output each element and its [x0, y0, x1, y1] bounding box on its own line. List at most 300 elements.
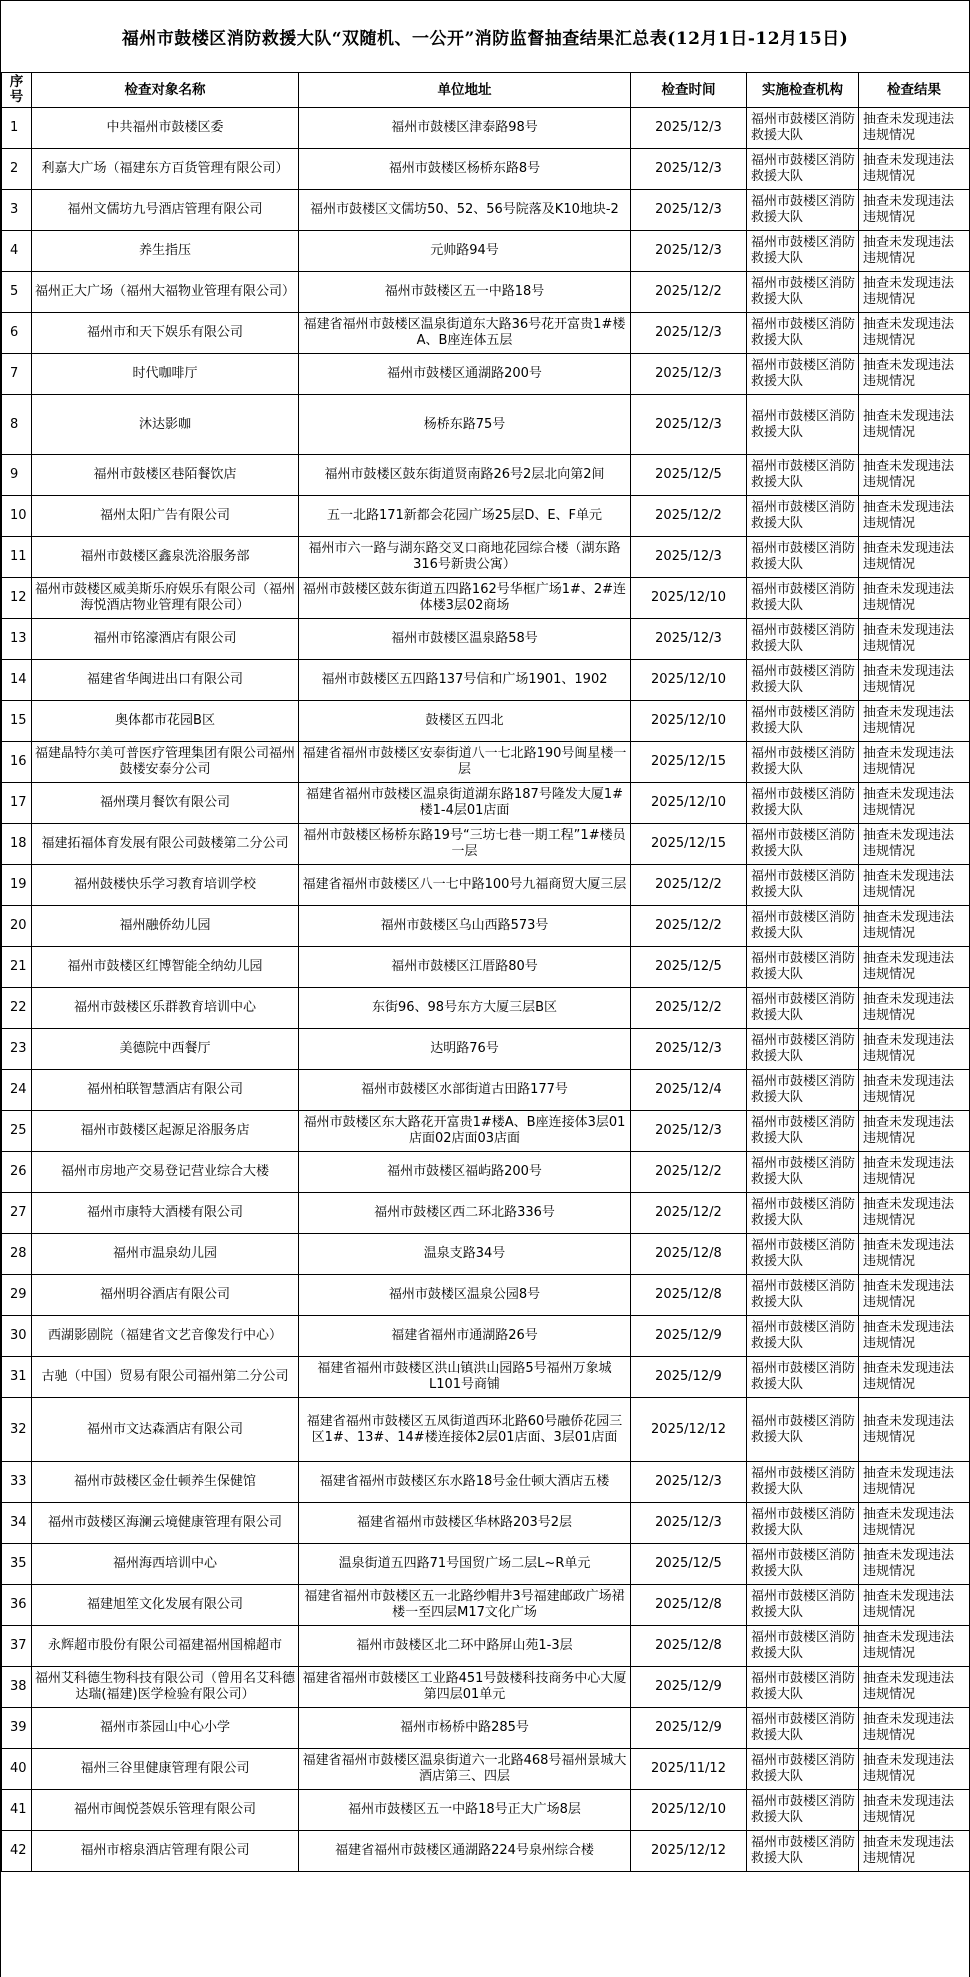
table-row	[2, 395, 970, 455]
table-row	[2, 313, 970, 354]
cell-name: 福州正大广场（福州大福物业管理有限公司）	[32, 272, 299, 313]
cell-no: 20	[2, 906, 32, 947]
cell-name: 福州文儒坊九号酒店管理有限公司	[32, 190, 299, 231]
cell-address: 福州市鼓楼区东大路花开富贵1#楼A、B座连接体3层01店面02店面03店面	[299, 1111, 631, 1152]
cell-org: 福州市鼓楼区消防救援大队	[747, 149, 859, 190]
cell-name: 时代咖啡厅	[32, 354, 299, 395]
cell-address: 福建省福州市鼓楼区东水路18号金仕顿大酒店五楼	[299, 1462, 631, 1503]
cell-address: 杨桥东路75号	[299, 395, 631, 455]
cell-address: 温泉街道五四路71号国贸广场二层L~R单元	[299, 1544, 631, 1585]
cell-name: 利嘉大广场（福建东方百货管理有限公司）	[32, 149, 299, 190]
cell-time: 2025/12/15	[631, 742, 747, 783]
cell-org: 福州市鼓楼区消防救援大队	[747, 354, 859, 395]
cell-no: 12	[2, 578, 32, 619]
table-row	[2, 1152, 970, 1193]
cell-time: 2025/12/9	[631, 1316, 747, 1357]
cell-time: 2025/12/8	[631, 1234, 747, 1275]
cell-no: 7	[2, 354, 32, 395]
table-row	[2, 1316, 970, 1357]
cell-name: 福建拓福体育发展有限公司鼓楼第二分公司	[32, 824, 299, 865]
cell-result: 抽查未发现违法违规情况	[859, 1111, 970, 1152]
cell-address: 福州市鼓楼区杨桥东路19号“三坊七巷一期工程”1#楼员一层	[299, 824, 631, 865]
table-row	[2, 231, 970, 272]
cell-time: 2025/12/12	[631, 1831, 747, 1872]
cell-time: 2025/12/3	[631, 231, 747, 272]
cell-org: 福州市鼓楼区消防救援大队	[747, 1462, 859, 1503]
cell-time: 2025/12/5	[631, 455, 747, 496]
cell-result: 抽查未发现违法违规情况	[859, 272, 970, 313]
cell-address: 福州市杨桥中路285号	[299, 1708, 631, 1749]
cell-org: 福州市鼓楼区消防救援大队	[747, 1152, 859, 1193]
table-row	[2, 783, 970, 824]
cell-result: 抽查未发现违法违规情况	[859, 906, 970, 947]
cell-time: 2025/12/3	[631, 149, 747, 190]
cell-org: 福州市鼓楼区消防救援大队	[747, 1831, 859, 1872]
cell-address: 福建省福州市鼓楼区工业路451号鼓楼科技商务中心大厦第四层01单元	[299, 1667, 631, 1708]
cell-org: 福州市鼓楼区消防救援大队	[747, 1544, 859, 1585]
cell-address: 福建省福州市鼓楼区五凤街道西环北路60号融侨花园三区1#、13#、14#楼连接体2层01店面、3层01店面	[299, 1398, 631, 1462]
cell-time: 2025/11/12	[631, 1749, 747, 1790]
cell-no: 2	[2, 149, 32, 190]
cell-org: 福州市鼓楼区消防救援大队	[747, 537, 859, 578]
cell-name: 福建晶特尔美可普医疗管理集团有限公司福州鼓楼安泰分公司	[32, 742, 299, 783]
cell-address: 福州市鼓楼区温泉路58号	[299, 619, 631, 660]
cell-result: 抽查未发现违法违规情况	[859, 619, 970, 660]
cell-address: 福州市鼓楼区水部街道古田路177号	[299, 1070, 631, 1111]
cell-result: 抽查未发现违法违规情况	[859, 1234, 970, 1275]
cell-no: 3	[2, 190, 32, 231]
table-row	[2, 354, 970, 395]
cell-name: 奥体都市花园B区	[32, 701, 299, 742]
cell-time: 2025/12/2	[631, 906, 747, 947]
cell-name: 福建旭笙文化发展有限公司	[32, 1585, 299, 1626]
table-row	[2, 988, 970, 1029]
cell-time: 2025/12/3	[631, 537, 747, 578]
cell-time: 2025/12/3	[631, 1462, 747, 1503]
cell-result: 抽查未发现违法违规情况	[859, 783, 970, 824]
cell-org: 福州市鼓楼区消防救援大队	[747, 496, 859, 537]
table-row	[2, 906, 970, 947]
table-header-row	[2, 73, 970, 108]
table-row	[2, 496, 970, 537]
cell-no: 24	[2, 1070, 32, 1111]
cell-time: 2025/12/12	[631, 1398, 747, 1462]
cell-result: 抽查未发现违法违规情况	[859, 988, 970, 1029]
cell-time: 2025/12/2	[631, 1193, 747, 1234]
cell-org: 福州市鼓楼区消防救援大队	[747, 190, 859, 231]
cell-address: 福州市鼓楼区五一中路18号正大广场8层	[299, 1790, 631, 1831]
table-row	[2, 1193, 970, 1234]
cell-no: 38	[2, 1667, 32, 1708]
cell-no: 16	[2, 742, 32, 783]
cell-no: 18	[2, 824, 32, 865]
cell-no: 37	[2, 1626, 32, 1667]
cell-time: 2025/12/9	[631, 1357, 747, 1398]
cell-result: 抽查未发现违法违规情况	[859, 1152, 970, 1193]
cell-org: 福州市鼓楼区消防救援大队	[747, 272, 859, 313]
cell-result: 抽查未发现违法违规情况	[859, 865, 970, 906]
cell-no: 26	[2, 1152, 32, 1193]
cell-no: 40	[2, 1749, 32, 1790]
cell-result: 抽查未发现违法违规情况	[859, 231, 970, 272]
cell-no: 34	[2, 1503, 32, 1544]
cell-org: 福州市鼓楼区消防救援大队	[747, 1398, 859, 1462]
cell-address: 元帅路94号	[299, 231, 631, 272]
cell-time: 2025/12/3	[631, 108, 747, 149]
cell-name: 中共福州市鼓楼区委	[32, 108, 299, 149]
cell-time: 2025/12/2	[631, 1152, 747, 1193]
cell-address: 五一北路171新都会花园广场25层D、E、F单元	[299, 496, 631, 537]
cell-org: 福州市鼓楼区消防救援大队	[747, 1667, 859, 1708]
cell-result: 抽查未发现违法违规情况	[859, 1398, 970, 1462]
cell-org: 福州市鼓楼区消防救援大队	[747, 660, 859, 701]
cell-no: 14	[2, 660, 32, 701]
cell-result: 抽查未发现违法违规情况	[859, 1544, 970, 1585]
cell-result: 抽查未发现违法违规情况	[859, 354, 970, 395]
cell-result: 抽查未发现违法违规情况	[859, 1193, 970, 1234]
cell-name: 福州市温泉幼儿园	[32, 1234, 299, 1275]
cell-org: 福州市鼓楼区消防救援大队	[747, 1193, 859, 1234]
cell-time: 2025/12/15	[631, 824, 747, 865]
cell-name: 福建省华闽进出口有限公司	[32, 660, 299, 701]
table-row	[2, 701, 970, 742]
header-result: 检查结果	[859, 73, 970, 108]
cell-no: 15	[2, 701, 32, 742]
cell-org: 福州市鼓楼区消防救援大队	[747, 1111, 859, 1152]
cell-time: 2025/12/3	[631, 313, 747, 354]
cell-time: 2025/12/3	[631, 1111, 747, 1152]
cell-time: 2025/12/8	[631, 1585, 747, 1626]
cell-result: 抽查未发现违法违规情况	[859, 742, 970, 783]
cell-org: 福州市鼓楼区消防救援大队	[747, 824, 859, 865]
cell-org: 福州市鼓楼区消防救援大队	[747, 395, 859, 455]
cell-name: 福州融侨幼儿园	[32, 906, 299, 947]
cell-no: 41	[2, 1790, 32, 1831]
cell-time: 2025/12/3	[631, 354, 747, 395]
cell-no: 19	[2, 865, 32, 906]
cell-result: 抽查未发现违法违规情况	[859, 1708, 970, 1749]
table-row	[2, 537, 970, 578]
cell-name: 福州市茶园山中心小学	[32, 1708, 299, 1749]
table-row	[2, 108, 970, 149]
cell-org: 福州市鼓楼区消防救援大队	[747, 1585, 859, 1626]
cell-org: 福州市鼓楼区消防救援大队	[747, 1070, 859, 1111]
cell-address: 福建省福州市鼓楼区温泉街道东大路36号花开富贵1#楼A、B座连体五层	[299, 313, 631, 354]
table-row	[2, 272, 970, 313]
cell-address: 福建省福州市鼓楼区通湖路224号泉州综合楼	[299, 1831, 631, 1872]
cell-result: 抽查未发现违法违规情况	[859, 1316, 970, 1357]
cell-name: 福州市和天下娱乐有限公司	[32, 313, 299, 354]
table-row	[2, 1070, 970, 1111]
cell-no: 27	[2, 1193, 32, 1234]
cell-result: 抽查未发现违法违规情况	[859, 190, 970, 231]
table-row	[2, 149, 970, 190]
cell-name: 福州市闽悦荟娱乐管理有限公司	[32, 1790, 299, 1831]
cell-address: 福建省福州市鼓楼区洪山镇洪山园路5号福州万象城L101号商铺	[299, 1357, 631, 1398]
cell-address: 福州市鼓楼区温泉公园8号	[299, 1275, 631, 1316]
cell-result: 抽查未发现违法违规情况	[859, 1029, 970, 1070]
cell-name: 福州柏联智慧酒店有限公司	[32, 1070, 299, 1111]
table-row	[2, 1503, 970, 1544]
header-name: 检查对象名称	[32, 73, 299, 108]
cell-name: 古驰（中国）贸易有限公司福州第二分公司	[32, 1357, 299, 1398]
cell-org: 福州市鼓楼区消防救援大队	[747, 1234, 859, 1275]
cell-result: 抽查未发现违法违规情况	[859, 395, 970, 455]
cell-result: 抽查未发现违法违规情况	[859, 1070, 970, 1111]
cell-no: 17	[2, 783, 32, 824]
cell-org: 福州市鼓楼区消防救援大队	[747, 865, 859, 906]
cell-no: 42	[2, 1831, 32, 1872]
cell-name: 福州太阳广告有限公司	[32, 496, 299, 537]
cell-result: 抽查未发现违法违规情况	[859, 537, 970, 578]
cell-name: 福州市鼓楼区鑫泉洗浴服务部	[32, 537, 299, 578]
cell-result: 抽查未发现违法违规情况	[859, 1626, 970, 1667]
cell-time: 2025/12/8	[631, 1275, 747, 1316]
cell-org: 福州市鼓楼区消防救援大队	[747, 1626, 859, 1667]
cell-name: 福州市文达森酒店有限公司	[32, 1398, 299, 1462]
cell-result: 抽查未发现违法违规情况	[859, 1275, 970, 1316]
cell-time: 2025/12/10	[631, 783, 747, 824]
cell-address: 福州市鼓楼区五一中路18号	[299, 272, 631, 313]
cell-org: 福州市鼓楼区消防救援大队	[747, 1708, 859, 1749]
cell-org: 福州市鼓楼区消防救援大队	[747, 701, 859, 742]
cell-no: 22	[2, 988, 32, 1029]
cell-org: 福州市鼓楼区消防救援大队	[747, 1503, 859, 1544]
cell-org: 福州市鼓楼区消防救援大队	[747, 947, 859, 988]
cell-address: 福建省福州市通湖路26号	[299, 1316, 631, 1357]
cell-address: 福州市鼓楼区福屿路200号	[299, 1152, 631, 1193]
cell-result: 抽查未发现违法违规情况	[859, 947, 970, 988]
report-title: 福州市鼓楼区消防救援大队“双随机、一公开”消防监督抽查结果汇总表(12月1日-12月15日)	[1, 0, 969, 72]
cell-time: 2025/12/2	[631, 272, 747, 313]
cell-time: 2025/12/3	[631, 395, 747, 455]
cell-org: 福州市鼓楼区消防救援大队	[747, 619, 859, 660]
table-row	[2, 947, 970, 988]
cell-name: 福州鼓楼快乐学习教育培训学校	[32, 865, 299, 906]
cell-no: 31	[2, 1357, 32, 1398]
cell-name: 福州市鼓楼区金仕顿养生保健馆	[32, 1462, 299, 1503]
cell-result: 抽查未发现违法违规情况	[859, 496, 970, 537]
cell-address: 福州市鼓楼区江厝路80号	[299, 947, 631, 988]
table-row	[2, 1708, 970, 1749]
results-table	[1, 72, 970, 1872]
cell-org: 福州市鼓楼区消防救援大队	[747, 1029, 859, 1070]
cell-time: 2025/12/4	[631, 1070, 747, 1111]
cell-address: 鼓楼区五四北	[299, 701, 631, 742]
table-row	[2, 578, 970, 619]
cell-address: 福建省福州市鼓楼区温泉街道湖东路187号隆发大厦1#楼1-4层01店面	[299, 783, 631, 824]
cell-no: 21	[2, 947, 32, 988]
cell-org: 福州市鼓楼区消防救援大队	[747, 1275, 859, 1316]
cell-address: 福州市鼓楼区五四路137号信和广场1901、1902	[299, 660, 631, 701]
table-row	[2, 619, 970, 660]
cell-name: 福州明谷酒店有限公司	[32, 1275, 299, 1316]
header-address: 单位地址	[299, 73, 631, 108]
cell-time: 2025/12/9	[631, 1708, 747, 1749]
cell-address: 福建省福州市鼓楼区温泉街道六一北路468号福州景城大酒店第三、四层	[299, 1749, 631, 1790]
cell-result: 抽查未发现违法违规情况	[859, 1831, 970, 1872]
cell-no: 32	[2, 1398, 32, 1462]
cell-time: 2025/12/3	[631, 190, 747, 231]
cell-time: 2025/12/2	[631, 988, 747, 1029]
cell-address: 温泉支路34号	[299, 1234, 631, 1275]
cell-name: 养生指压	[32, 231, 299, 272]
cell-org: 福州市鼓楼区消防救援大队	[747, 1357, 859, 1398]
cell-time: 2025/12/3	[631, 619, 747, 660]
cell-result: 抽查未发现违法违规情况	[859, 701, 970, 742]
cell-time: 2025/12/8	[631, 1626, 747, 1667]
table-row	[2, 865, 970, 906]
cell-no: 11	[2, 537, 32, 578]
cell-name: 福州艾科德生物科技有限公司（曾用名艾科德达瑞(福建)医学检验有限公司）	[32, 1667, 299, 1708]
cell-time: 2025/12/10	[631, 578, 747, 619]
cell-address: 东街96、98号东方大厦三层B区	[299, 988, 631, 1029]
cell-address: 福州市六一路与湖东路交叉口商地花园综合楼（湖东路316号新贵公寓）	[299, 537, 631, 578]
table-row	[2, 1544, 970, 1585]
cell-no: 23	[2, 1029, 32, 1070]
cell-name: 福州市鼓楼区起源足浴服务店	[32, 1111, 299, 1152]
table-row	[2, 1275, 970, 1316]
table-row	[2, 1398, 970, 1462]
cell-time: 2025/12/10	[631, 660, 747, 701]
header-no: 序号	[2, 73, 32, 108]
table-row	[2, 1029, 970, 1070]
cell-org: 福州市鼓楼区消防救援大队	[747, 906, 859, 947]
cell-no: 30	[2, 1316, 32, 1357]
cell-time: 2025/12/10	[631, 701, 747, 742]
cell-no: 36	[2, 1585, 32, 1626]
table-row	[2, 1585, 970, 1626]
cell-result: 抽查未发现违法违规情况	[859, 1357, 970, 1398]
cell-no: 13	[2, 619, 32, 660]
table-row	[2, 824, 970, 865]
cell-address: 福建省福州市鼓楼区五一北路纱帽井3号福建邮政广场裙楼一至四层M17文化广场	[299, 1585, 631, 1626]
cell-name: 美德院中西餐厅	[32, 1029, 299, 1070]
cell-name: 福州市鼓楼区红博智能全纳幼儿园	[32, 947, 299, 988]
cell-result: 抽查未发现违法违规情况	[859, 313, 970, 354]
table-row	[2, 1790, 970, 1831]
cell-address: 福州市鼓楼区文儒坊50、52、56号院落及K10地块-2	[299, 190, 631, 231]
cell-result: 抽查未发现违法违规情况	[859, 108, 970, 149]
cell-address: 福州市鼓楼区鼓东街道五四路162号华框广场1#、2#连体楼3层02商场	[299, 578, 631, 619]
cell-name: 福州市房地产交易登记营业综合大楼	[32, 1152, 299, 1193]
table-row	[2, 1667, 970, 1708]
table-row	[2, 1234, 970, 1275]
cell-name: 福州市鼓楼区威美斯乐府娱乐有限公司（福州海悦酒店物业管理有限公司）	[32, 578, 299, 619]
cell-no: 6	[2, 313, 32, 354]
cell-result: 抽查未发现违法违规情况	[859, 824, 970, 865]
table-row	[2, 455, 970, 496]
table-body	[2, 108, 970, 1872]
cell-result: 抽查未发现违法违规情况	[859, 1585, 970, 1626]
cell-org: 福州市鼓楼区消防救援大队	[747, 1749, 859, 1790]
cell-name: 福州市鼓楼区巷陌餐饮店	[32, 455, 299, 496]
cell-time: 2025/12/2	[631, 865, 747, 906]
cell-result: 抽查未发现违法违规情况	[859, 660, 970, 701]
cell-address: 福州市鼓楼区北二环中路屏山苑1-3层	[299, 1626, 631, 1667]
cell-no: 28	[2, 1234, 32, 1275]
cell-address: 福建省福州市鼓楼区八一七中路100号九福商贸大厦三层	[299, 865, 631, 906]
cell-org: 福州市鼓楼区消防救援大队	[747, 742, 859, 783]
cell-address: 福州市鼓楼区通湖路200号	[299, 354, 631, 395]
table-row	[2, 1111, 970, 1152]
table-row	[2, 1626, 970, 1667]
cell-name: 西湖影剧院（福建省文艺音像发行中心）	[32, 1316, 299, 1357]
table-row	[2, 660, 970, 701]
cell-result: 抽查未发现违法违规情况	[859, 1790, 970, 1831]
cell-time: 2025/12/5	[631, 1544, 747, 1585]
cell-org: 福州市鼓楼区消防救援大队	[747, 1316, 859, 1357]
cell-name: 福州市康特大酒楼有限公司	[32, 1193, 299, 1234]
cell-time: 2025/12/3	[631, 1503, 747, 1544]
cell-address: 福州市鼓楼区杨桥东路8号	[299, 149, 631, 190]
cell-no: 10	[2, 496, 32, 537]
table-row	[2, 1831, 970, 1872]
cell-org: 福州市鼓楼区消防救援大队	[747, 783, 859, 824]
cell-address: 达明路76号	[299, 1029, 631, 1070]
cell-no: 8	[2, 395, 32, 455]
header-org: 实施检查机构	[747, 73, 859, 108]
cell-name: 福州市铭濠酒店有限公司	[32, 619, 299, 660]
cell-name: 福州市鼓楼区海澜云境健康管理有限公司	[32, 1503, 299, 1544]
cell-org: 福州市鼓楼区消防救援大队	[747, 988, 859, 1029]
cell-time: 2025/12/3	[631, 1029, 747, 1070]
table-row	[2, 1357, 970, 1398]
cell-time: 2025/12/2	[631, 496, 747, 537]
cell-result: 抽查未发现违法违规情况	[859, 149, 970, 190]
cell-result: 抽查未发现违法违规情况	[859, 1462, 970, 1503]
header-time: 检查时间	[631, 73, 747, 108]
cell-time: 2025/12/10	[631, 1790, 747, 1831]
table-row	[2, 190, 970, 231]
cell-result: 抽查未发现违法违规情况	[859, 578, 970, 619]
cell-org: 福州市鼓楼区消防救援大队	[747, 1790, 859, 1831]
cell-org: 福州市鼓楼区消防救援大队	[747, 455, 859, 496]
cell-name: 福州璞月餐饮有限公司	[32, 783, 299, 824]
cell-address: 福建省福州市鼓楼区华林路203号2层	[299, 1503, 631, 1544]
cell-no: 39	[2, 1708, 32, 1749]
cell-org: 福州市鼓楼区消防救援大队	[747, 313, 859, 354]
cell-name: 福州市榕泉酒店管理有限公司	[32, 1831, 299, 1872]
cell-result: 抽查未发现违法违规情况	[859, 1667, 970, 1708]
cell-time: 2025/12/9	[631, 1667, 747, 1708]
cell-name: 沐达影咖	[32, 395, 299, 455]
cell-name: 福州海西培训中心	[32, 1544, 299, 1585]
cell-name: 福州三谷里健康管理有限公司	[32, 1749, 299, 1790]
cell-no: 35	[2, 1544, 32, 1585]
cell-org: 福州市鼓楼区消防救援大队	[747, 108, 859, 149]
cell-no: 25	[2, 1111, 32, 1152]
cell-org: 福州市鼓楼区消防救援大队	[747, 578, 859, 619]
cell-no: 33	[2, 1462, 32, 1503]
table-row	[2, 1462, 970, 1503]
cell-no: 4	[2, 231, 32, 272]
cell-address: 福建省福州市鼓楼区安泰街道八一七北路190号闽星楼一层	[299, 742, 631, 783]
cell-result: 抽查未发现违法违规情况	[859, 1749, 970, 1790]
cell-address: 福州市鼓楼区西二环北路336号	[299, 1193, 631, 1234]
table-row	[2, 1749, 970, 1790]
cell-no: 1	[2, 108, 32, 149]
cell-no: 5	[2, 272, 32, 313]
cell-org: 福州市鼓楼区消防救援大队	[747, 231, 859, 272]
cell-address: 福州市鼓楼区鼓东街道贤南路26号2层北向第2间	[299, 455, 631, 496]
cell-address: 福州市鼓楼区津泰路98号	[299, 108, 631, 149]
cell-time: 2025/12/5	[631, 947, 747, 988]
cell-address: 福州市鼓楼区乌山西路573号	[299, 906, 631, 947]
cell-no: 29	[2, 1275, 32, 1316]
cell-result: 抽查未发现违法违规情况	[859, 1503, 970, 1544]
cell-result: 抽查未发现违法违规情况	[859, 455, 970, 496]
